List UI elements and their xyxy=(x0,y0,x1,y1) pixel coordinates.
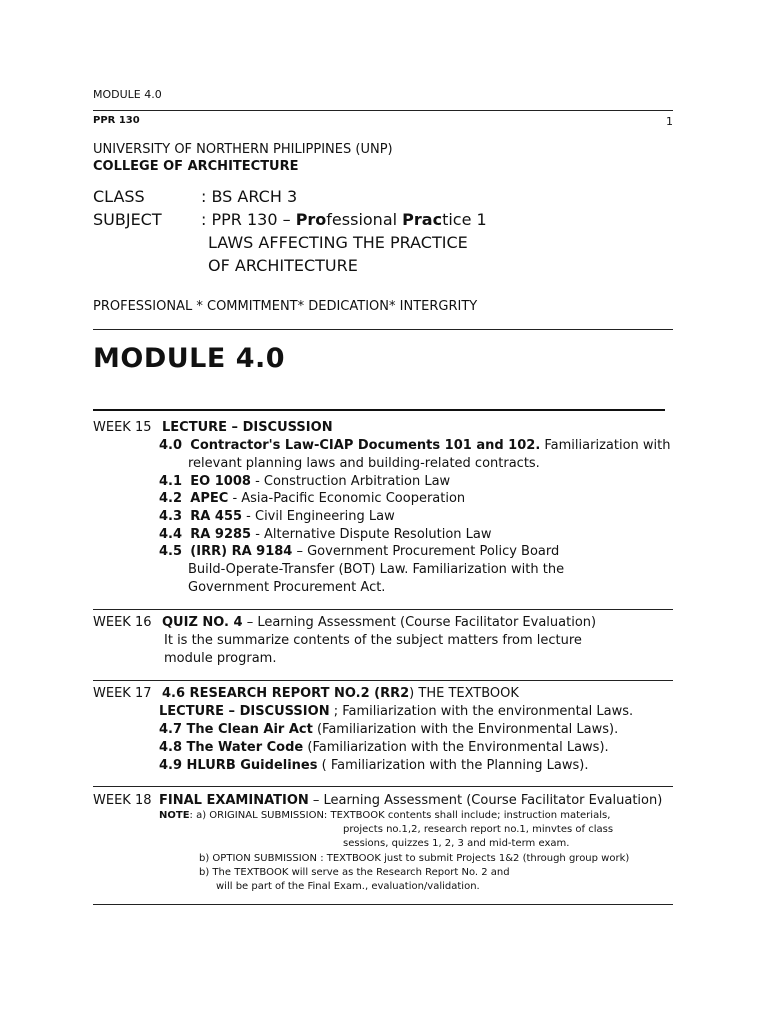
w17-item-text: (Familiarization with the Environmental Laws). xyxy=(312,722,619,737)
rr2-title: 4.6 RESEARCH REPORT NO.2 (RR2 xyxy=(162,686,410,701)
week15-divider xyxy=(93,609,673,610)
w15-item-num: 4.2 xyxy=(159,491,183,506)
week17-line1 xyxy=(162,685,519,702)
university-name: UNIVERSITY OF NORTHERN PHILIPPINES (UNP) xyxy=(93,142,393,157)
w17-lecture-text: ; Familiarization with the environmental Laws. xyxy=(329,704,634,719)
final-exam-title: FINAL EXAMINATION xyxy=(159,793,309,808)
w17-item-text: (Familiarization with the Environmental Laws). xyxy=(303,740,609,755)
w17-lecture-title: LECTURE – DISCUSSION xyxy=(159,704,330,719)
week16-label: WEEK 16 xyxy=(93,615,152,630)
week15-heading: LECTURE – DISCUSSION xyxy=(162,420,333,435)
week17-label: WEEK 17 xyxy=(93,686,152,701)
w15-item-text: - Asia-Pacific Economic Cooperation xyxy=(228,491,466,506)
final-exam-desc: – Learning Assessment (Course Facilitator Evaluation) xyxy=(308,793,663,808)
rr2-text: ) THE TEXTBOOK xyxy=(409,686,519,701)
subject-prefix: : PPR 130 – xyxy=(201,210,296,229)
w17-item-bold: 4.8 The Water Code xyxy=(159,740,304,755)
week17-divider xyxy=(93,786,673,787)
week18-line1 xyxy=(159,792,662,809)
week16-line2: It is the summarize contents of the subject matters from lecture xyxy=(164,633,582,648)
w15-item-bold: RA 9285 xyxy=(190,527,252,542)
w15-item-num: 4.1 xyxy=(159,474,183,489)
w15-item-8: Government Procurement Act. xyxy=(188,580,386,595)
w15-item-1: relevant planning laws and building-related contracts. xyxy=(188,456,540,471)
w17-item-0 xyxy=(159,721,618,738)
motto-divider xyxy=(93,329,673,330)
w15-item-4 xyxy=(159,508,395,525)
header-divider xyxy=(93,110,673,111)
week17-line2 xyxy=(159,703,633,720)
page-number: 1 xyxy=(666,115,673,128)
w15-item-7: Build-Operate-Transfer (BOT) Law. Familiarization with the xyxy=(188,562,565,577)
w17-item-2 xyxy=(159,757,588,774)
class-value: : BS ARCH 3 xyxy=(201,187,298,206)
quiz-title: QUIZ NO. 4 xyxy=(162,615,243,630)
note-a xyxy=(159,809,610,823)
subject-value xyxy=(201,210,487,229)
college-name: COLLEGE OF ARCHITECTURE xyxy=(93,159,299,174)
note-b: b) OPTION SUBMISSION : TEXTBOOK just to submit Projects 1&2 (through group work) xyxy=(199,853,630,864)
subject-label: SUBJECT xyxy=(93,210,162,229)
w15-item-num: 4.0 xyxy=(159,438,183,453)
w15-item-6 xyxy=(159,543,559,560)
w17-item-1 xyxy=(159,739,609,756)
w15-item-bold: Contractor's Law-CIAP Documents 101 and 102. xyxy=(190,438,541,453)
w17-item-bold: 4.7 The Clean Air Act xyxy=(159,722,313,737)
module-title: MODULE 4.0 xyxy=(93,343,286,374)
title-divider xyxy=(93,409,665,411)
week16-line1 xyxy=(162,614,596,631)
subject-tice: tice 1 xyxy=(442,210,487,229)
course-code: PPR 130 xyxy=(93,115,140,126)
module-label: MODULE 4.0 xyxy=(93,88,162,101)
subject-prac: Prac xyxy=(402,210,443,229)
week16-divider xyxy=(93,680,673,681)
w15-item-text: - Civil Engineering Law xyxy=(242,509,395,524)
quiz-desc: – Learning Assessment (Course Facilitator Evaluation) xyxy=(242,615,597,630)
w15-item-0 xyxy=(159,437,670,454)
w15-item-text: – Government Procurement Policy Board xyxy=(292,544,560,559)
w15-item-text: - Alternative Dispute Resolution Law xyxy=(251,527,492,542)
w17-item-bold: 4.9 HLURB Guidelines xyxy=(159,758,318,773)
note-label: NOTE xyxy=(159,810,190,821)
note-a-text: : a) ORIGINAL SUBMISSION: TEXTBOOK contents shall include; instruction materials, xyxy=(189,810,611,821)
week18-divider xyxy=(93,904,673,905)
w15-item-num: 4.3 xyxy=(159,509,183,524)
w15-item-num: 4.5 xyxy=(159,544,183,559)
note-c: b) The TEXTBOOK will serve as the Research Report No. 2 and xyxy=(199,867,510,878)
w15-item-bold: RA 455 xyxy=(190,509,243,524)
w15-item-text: Familiarization with xyxy=(540,438,671,453)
w15-item-2 xyxy=(159,473,450,490)
class-label: CLASS xyxy=(93,187,145,206)
subject-line3: OF ARCHITECTURE xyxy=(208,256,358,275)
motto: PROFESSIONAL * COMMITMENT* DEDICATION* INTERGRITY xyxy=(93,299,478,314)
w17-item-text: ( Familiarization with the Planning Laws). xyxy=(317,758,589,773)
week18-label: WEEK 18 xyxy=(93,793,152,808)
week16-line3: module program. xyxy=(164,651,277,666)
w15-item-bold: (IRR) RA 9184 xyxy=(190,544,293,559)
week15-label: WEEK 15 xyxy=(93,420,152,435)
note-c2: will be part of the Final Exam., evaluation/validation. xyxy=(216,881,480,892)
w15-item-3 xyxy=(159,490,465,507)
subject-line2: LAWS AFFECTING THE PRACTICE xyxy=(208,233,468,252)
note-a3: sessions, quizzes 1, 2, 3 and mid-term exam. xyxy=(343,838,570,849)
w15-item-num: 4.4 xyxy=(159,527,183,542)
w15-item-5 xyxy=(159,526,492,543)
w15-item-bold: APEC xyxy=(190,491,229,506)
subject-pro: Pro xyxy=(295,210,327,229)
w15-item-bold: EO 1008 xyxy=(190,474,251,489)
w15-item-text: - Construction Arbitration Law xyxy=(250,474,451,489)
subject-fessional: fessional xyxy=(326,210,403,229)
note-a2: projects no.1,2, research report no.1, minvtes of class xyxy=(343,824,614,835)
